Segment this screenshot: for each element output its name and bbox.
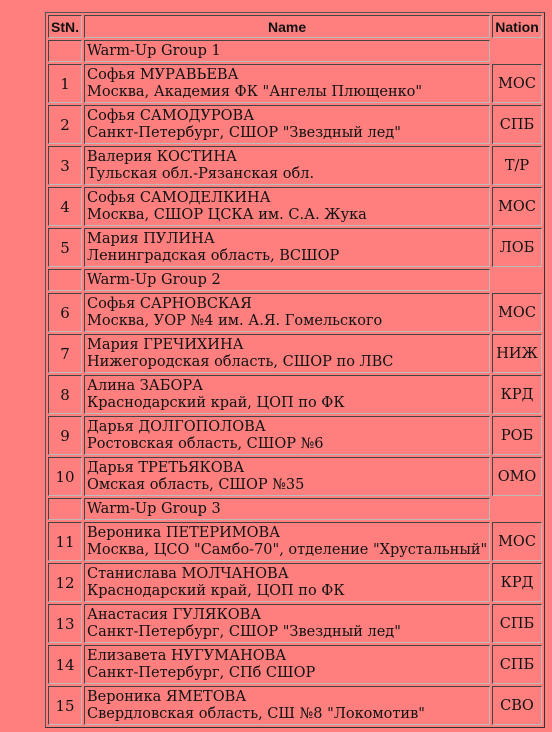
athlete-name: Вероника ПЕТЕРИМОВА — [87, 524, 281, 541]
nation-code: КРД — [492, 563, 542, 602]
start-number: 12 — [48, 563, 82, 602]
start-number: 11 — [48, 522, 82, 561]
athlete-cell — [84, 375, 490, 414]
start-number: 1 — [48, 64, 82, 103]
start-number: 2 — [48, 105, 82, 144]
start-number: 4 — [48, 187, 82, 226]
start-number: 8 — [48, 375, 82, 414]
athlete-club: Москва, СШОР ЦСКА им. С.А. Жука — [87, 206, 367, 223]
nation-code: МОС — [492, 64, 542, 103]
start-number: 5 — [48, 228, 82, 267]
athlete-row — [48, 375, 542, 414]
header-row — [48, 15, 542, 38]
athlete-cell — [84, 563, 490, 602]
group-nation-cell — [492, 40, 542, 62]
athlete-cell — [84, 293, 490, 332]
athlete-club: Москва, Академия ФК "Ангелы Плющенко" — [87, 83, 423, 100]
athlete-name: Станислава МОЛЧАНОВА — [87, 565, 289, 582]
start-list-table — [45, 12, 545, 728]
athlete-row — [48, 522, 542, 561]
header-nation: Nation — [492, 15, 542, 38]
nation-code: СПБ — [492, 645, 542, 684]
athlete-club: Москва, УОР №4 им. А.Я. Гомельского — [87, 312, 383, 329]
group-stn-cell — [48, 40, 82, 62]
athlete-name: Анастасия ГУЛЯКОВА — [87, 606, 262, 623]
athlete-club: Санкт-Петербург, СШОР "Звездный лед" — [87, 623, 401, 640]
athlete-row — [48, 604, 542, 643]
athlete-name: Дарья ТРЕТЬЯКОВА — [87, 459, 245, 476]
athlete-cell — [84, 416, 490, 455]
start-number: 7 — [48, 334, 82, 373]
athlete-name: Софья САРНОВСКАЯ — [87, 295, 252, 312]
start-number: 15 — [48, 686, 82, 725]
group-stn-cell — [48, 269, 82, 291]
table-body — [48, 40, 542, 725]
athlete-name: Валерия КОСТИНА — [87, 148, 237, 165]
nation-code: РОБ — [492, 416, 542, 455]
athlete-row — [48, 105, 542, 144]
start-number: 14 — [48, 645, 82, 684]
athlete-club: Омская область, СШОР №35 — [87, 476, 305, 493]
athlete-club: Краснодарский край, ЦОП по ФК — [87, 582, 345, 599]
athlete-club: Москва, ЦСО "Самбо-70", отделение "Хрустальный" — [87, 541, 488, 558]
nation-code: КРД — [492, 375, 542, 414]
athlete-row — [48, 416, 542, 455]
athlete-name: Софья САМОДЕЛКИНА — [87, 189, 271, 206]
athlete-club: Ленинградская область, ВСШОР — [87, 247, 340, 264]
athlete-cell — [84, 457, 490, 496]
athlete-name: Дарья ДОЛГОПОЛОВА — [87, 418, 266, 435]
nation-code: СПБ — [492, 604, 542, 643]
athlete-name: Алина ЗАБОРА — [87, 377, 204, 394]
athlete-club: Свердловская область, СШ №8 "Локомотив" — [87, 705, 425, 722]
athlete-row — [48, 146, 542, 185]
header-stn: StN. — [48, 15, 82, 38]
warmup-group-row — [48, 498, 542, 520]
nation-code: СПБ — [492, 105, 542, 144]
athlete-cell — [84, 187, 490, 226]
group-nation-cell — [492, 269, 542, 291]
header-name: Name — [84, 15, 490, 38]
athlete-club: Краснодарский край, ЦОП по ФК — [87, 394, 345, 411]
start-number: 13 — [48, 604, 82, 643]
athlete-row — [48, 334, 542, 373]
nation-code: Т/Р — [492, 146, 542, 185]
nation-code: ЛОБ — [492, 228, 542, 267]
athlete-club: Тульская обл.-Рязанская обл. — [87, 165, 315, 182]
start-number: 3 — [48, 146, 82, 185]
athlete-name: Софья МУРАВЬЕВА — [87, 66, 239, 83]
athlete-cell — [84, 64, 490, 103]
athlete-cell — [84, 686, 490, 725]
start-number: 6 — [48, 293, 82, 332]
athlete-row — [48, 686, 542, 725]
athlete-cell — [84, 522, 490, 561]
start-number: 10 — [48, 457, 82, 496]
nation-code: МОС — [492, 522, 542, 561]
nation-code: МОС — [492, 293, 542, 332]
athlete-name: Софья САМОДУРОВА — [87, 107, 255, 124]
athlete-row — [48, 457, 542, 496]
athlete-club: Санкт-Петербург, СПб СШОР — [87, 664, 316, 681]
athlete-cell — [84, 334, 490, 373]
athlete-cell — [84, 146, 490, 185]
nation-code: НИЖ — [492, 334, 542, 373]
athlete-row — [48, 645, 542, 684]
nation-code: МОС — [492, 187, 542, 226]
athlete-name: Елизавета НУГУМАНОВА — [87, 647, 287, 664]
group-nation-cell — [492, 498, 542, 520]
athlete-name: Мария ГРЕЧИХИНА — [87, 336, 244, 353]
group-stn-cell — [48, 498, 82, 520]
warmup-group-label: Warm-Up Group 3 — [84, 498, 490, 520]
athlete-club: Нижегородская область, СШОР по ЛВС — [87, 353, 394, 370]
warmup-group-label: Warm-Up Group 2 — [84, 269, 490, 291]
athlete-row — [48, 563, 542, 602]
athlete-cell — [84, 604, 490, 643]
warmup-group-row — [48, 40, 542, 62]
athlete-name: Вероника ЯМЕТОВА — [87, 688, 247, 705]
athlete-row — [48, 64, 542, 103]
warmup-group-row — [48, 269, 542, 291]
athlete-club: Санкт-Петербург, СШОР "Звездный лед" — [87, 124, 401, 141]
athlete-cell — [84, 228, 490, 267]
athlete-row — [48, 293, 542, 332]
athlete-cell — [84, 105, 490, 144]
warmup-group-label: Warm-Up Group 1 — [84, 40, 490, 62]
nation-code: СВО — [492, 686, 542, 725]
nation-code: ОМО — [492, 457, 542, 496]
start-number: 9 — [48, 416, 82, 455]
athlete-club: Ростовская область, СШОР №6 — [87, 435, 324, 452]
athlete-name: Мария ПУЛИНА — [87, 230, 215, 247]
athlete-row — [48, 228, 542, 267]
athlete-row — [48, 187, 542, 226]
athlete-cell — [84, 645, 490, 684]
